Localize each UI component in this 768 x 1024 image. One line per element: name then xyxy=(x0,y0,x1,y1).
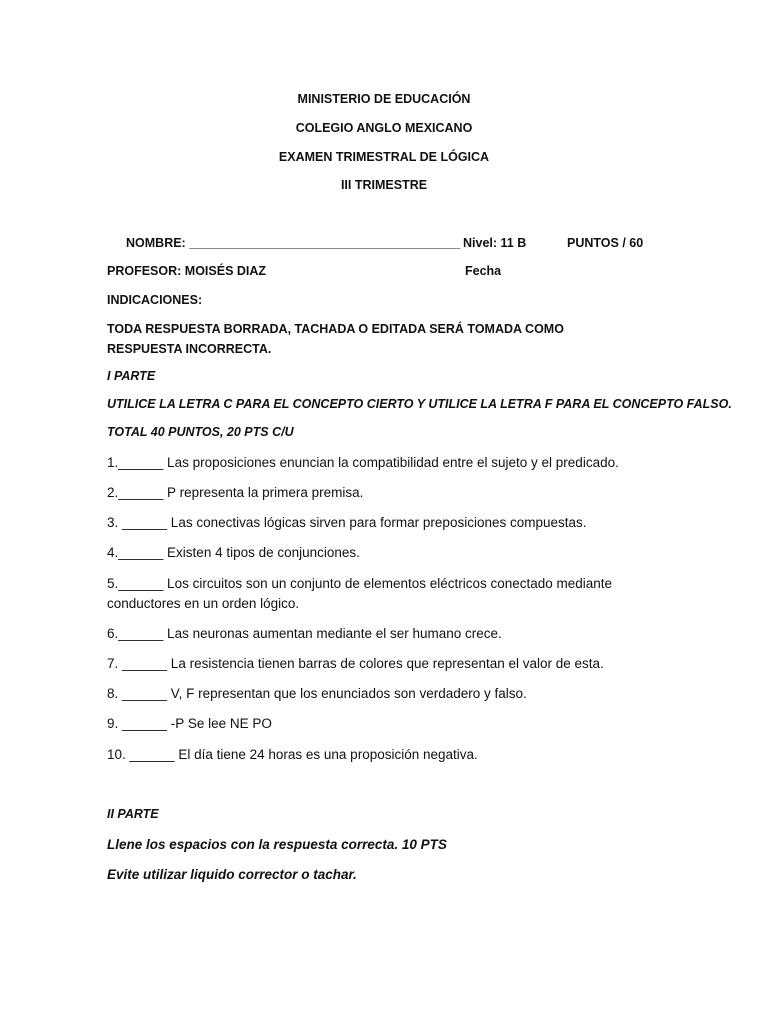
question-7: 7. ______ La resistencia tienen barras de colores que representan el valor de esta. xyxy=(107,656,604,671)
question-9: 9. ______ -P Se lee NE PO xyxy=(107,716,272,731)
part1-instruction: UTILICE LA LETRA C PARA EL CONCEPTO CIERTO Y UTILICE LA LETRA F PARA EL CONCEPTO FALSO. xyxy=(107,397,732,411)
header-exam-title: EXAMEN TRIMESTRAL DE LÓGICA xyxy=(278,150,490,164)
question-5: 5.______ Los circuitos son un conjunto de elementos eléctricos conectado mediante conductores en un orden lógico. xyxy=(107,576,613,611)
question-1: 1.______ Las proposiciones enuncian la compatibilidad entre el sujeto y el predicado. xyxy=(107,455,619,470)
fecha-label: Fecha xyxy=(465,264,502,278)
nombre-field: NOMBRE: _______________________________________ xyxy=(126,236,461,250)
part1-total: TOTAL 40 PUNTOS, 20 PTS C/U xyxy=(107,425,294,439)
part2-title: II PARTE xyxy=(107,807,159,821)
question-2: 2.______ P representa la primera premisa. xyxy=(107,485,364,500)
nivel-label: Nivel: 11 B xyxy=(463,236,527,250)
question-4: 4.______ Existen 4 tipos de conjunciones. xyxy=(107,545,360,560)
part2-instruction-2: Evite utilizar liquido corrector o tachar. xyxy=(107,867,357,882)
question-3: 3. ______ Las conectivas lógicas sirven para formar preposiciones compuestas. xyxy=(107,515,587,530)
profesor-label: PROFESOR: MOISÉS DIAZ xyxy=(107,264,267,278)
indicaciones-text: TODA RESPUESTA BORRADA, TACHADA O EDITADA SERÁ TOMADA COMO RESPUESTA INCORRECTA. xyxy=(107,322,564,356)
header-school: COLEGIO ANGLO MEXICANO xyxy=(295,121,473,135)
header-term: III TRIMESTRE xyxy=(340,178,428,192)
part2-instruction-1: Llene los espacios con la respuesta correcta. 10 PTS xyxy=(107,837,447,852)
question-6: 6.______ Las neuronas aumentan mediante el ser humano crece. xyxy=(107,626,502,641)
header-ministry: MINISTERIO DE EDUCACIÓN xyxy=(297,92,471,106)
question-8: 8. ______ V, F representan que los enunciados son verdadero y falso. xyxy=(107,686,527,701)
puntos-label: PUNTOS / 60 xyxy=(567,236,644,250)
part1-title: I PARTE xyxy=(107,369,156,383)
indicaciones-title: INDICACIONES: xyxy=(107,293,203,307)
question-10: 10. ______ El día tiene 24 horas es una proposición negativa. xyxy=(107,747,478,762)
